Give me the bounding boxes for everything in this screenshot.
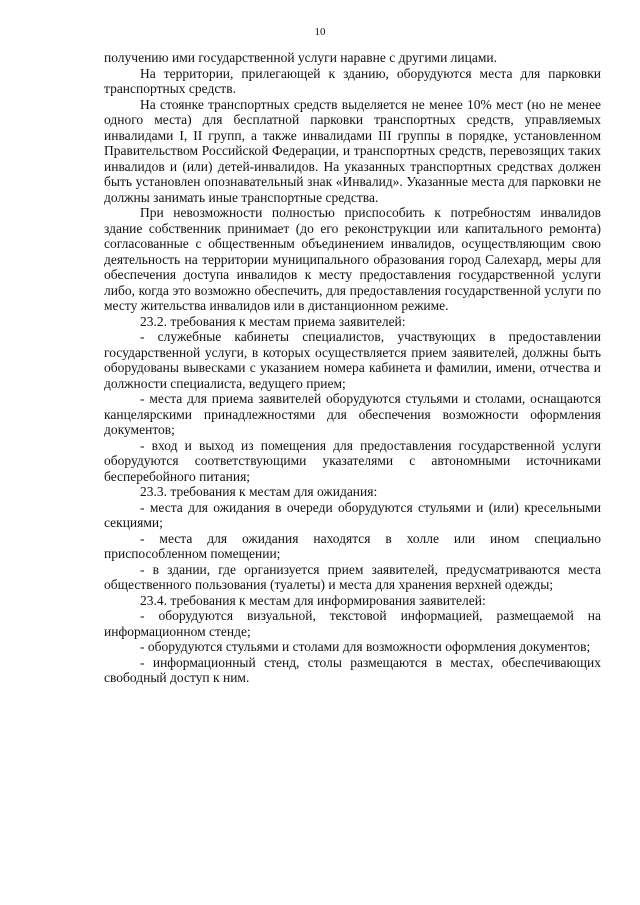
paragraph-parking-territory: На территории, прилегающей к зданию, оборудуются места для парковки транспортных средств. — [104, 65, 601, 96]
list-item: - служебные кабинеты специалистов, участвующих в предоставлении государственной услуги, в которых осуществляется прием заявителей, должны быть оборудованы вывесками с указанием номера кабинета и фамилии, имени, отчества и должности специалиста, ведущего прием; — [104, 329, 601, 391]
page-number: 10 — [314, 26, 326, 38]
section-heading-23-2: 23.2. требования к местам приема заявителей: — [140, 313, 406, 329]
document-body — [104, 50, 601, 686]
list-item: - места для приема заявителей оборудуются стульями и столами, оснащаются канцелярскими принадлежностями для обеспечения возможности оформления документов; — [104, 391, 601, 437]
paragraph-continuation: получению ими государственной услуги наравне с другими лицами. — [104, 50, 498, 65]
list-item: - вход и выход из помещения для предоставления государственной услуги оборудуются соответствующими указателями с автономными источниками бесперебойного питания; — [104, 437, 601, 484]
paragraph-parking-quota: На стоянке транспортных средств выделяется не менее 10% мест (но не менее одного места) для бесплатной парковки транспортных средств, управляемых инвалидами I, II групп, а также инвалидами III группы в порядке, установленном Правительством Российской Федерации, и транспортных средств, перевозящих таких инвалидов и (или) детей-инвалидов. На указанных транспортных средствах должен быть установлен опознавательный знак «Инвалид». Указанные места для парковки не должны занимать иные транспортные средства. — [104, 96, 601, 205]
paragraph-building-adaptation: При невозможности полностью приспособить к потребностям инвалидов здание собственник принимает (до его реконструкции или капитального ремонта) согласованные с общественным объединением инвалидов, осуществляющим свою деятельность на территории муниципального образования город Салехард, меры для обеспечения доступа инвалидов к месту предоставления государственной услуги либо, когда это возможно обеспечить, для предоставления государственной услуги по месту жительства инвалидов или в дистанционном режиме. — [104, 205, 601, 313]
section-heading-23-3: 23.3. требования к местам для ожидания: — [140, 484, 378, 499]
list-item: - оборудуются визуальной, текстовой информацией, размещаемой на информационном стенде; — [104, 608, 601, 639]
section-heading-23-4: 23.4. требования к местам для информирования заявителей: — [140, 592, 486, 608]
list-item: - места для ожидания в очереди оборудуются стульями и (или) кресельными секциями; — [104, 499, 601, 530]
list-item: - оборудуются стульями и столами для возможности оформления документов; — [140, 639, 591, 654]
list-item: - места для ожидания находятся в холле или ином специально приспособленном помещении; — [104, 530, 601, 561]
list-item: - в здании, где организуется прием заявителей, предусматриваются места общественного пользования (туалеты) и места для хранения верхней одежды; — [104, 561, 601, 592]
list-item: - информационный стенд, столы размещаются в местах, обеспечивающих свободный доступ к ним. — [104, 654, 601, 685]
